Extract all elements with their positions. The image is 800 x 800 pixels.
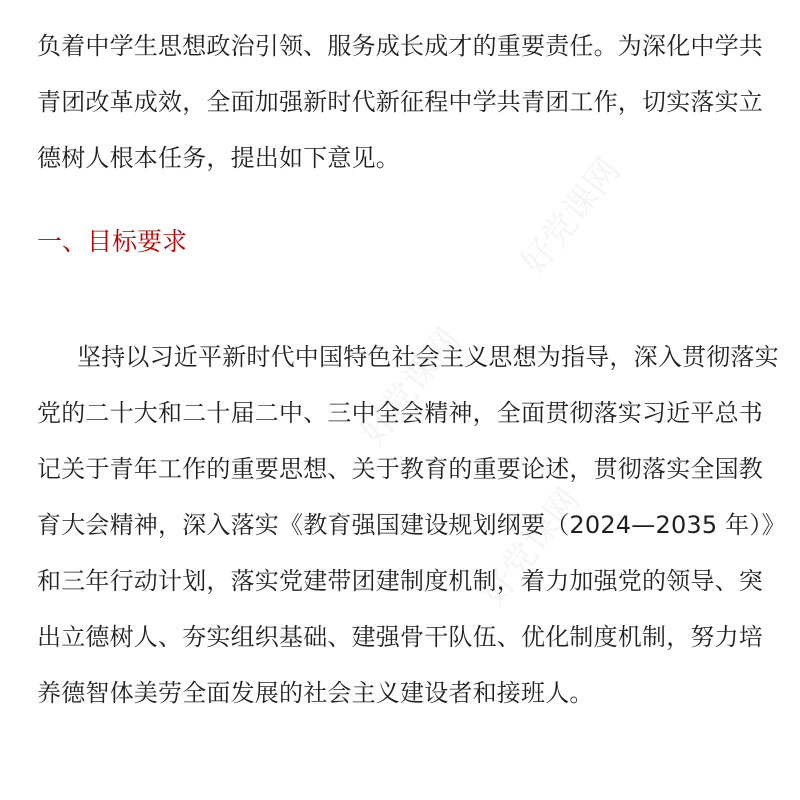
watermark: 好党课网 xyxy=(353,320,469,453)
paragraph-line: 党的二十大和二十届二中、三中全会精神，全面贯彻落实习近平总书 xyxy=(37,399,763,427)
paragraph-line: 坚持以习近平新时代中国特色社会主义思想为指导，深入贯彻落实 xyxy=(77,343,779,371)
paragraph-line: 出立德树人、夯实组织基础、建强骨干队伍、优化制度机制，努力培 xyxy=(37,623,763,651)
watermark: 好党课网 xyxy=(473,480,589,613)
paragraph-line: 记关于青年工作的重要思想、关于教育的重要论述，贯彻落实全国教 xyxy=(37,455,763,483)
paragraph-line: 养德智体美劳全面发展的社会主义建设者和接班人。 xyxy=(37,679,594,707)
section-heading: 一、目标要求 xyxy=(37,227,188,256)
paragraph-line: 负着中学生思想政治引领、服务成长成才的重要责任。为深化中学共 xyxy=(37,32,763,60)
paragraph-line: 青团改革成效，全面加强新时代新征程中学共青团工作，切实落实立 xyxy=(37,88,763,116)
paragraph-line: 德树人根本任务，提出如下意见。 xyxy=(37,144,400,172)
paragraph-line: 和三年行动计划，落实党建带团建制度机制，着力加强党的领导、突 xyxy=(37,567,763,595)
watermark: 好党课网 xyxy=(513,150,629,283)
paragraph-line: 育大会精神，深入落实《教育强国建设规划纲要（2024—2035 年）》 xyxy=(37,511,786,539)
intro-paragraph xyxy=(37,18,772,186)
body-paragraph xyxy=(37,329,786,721)
